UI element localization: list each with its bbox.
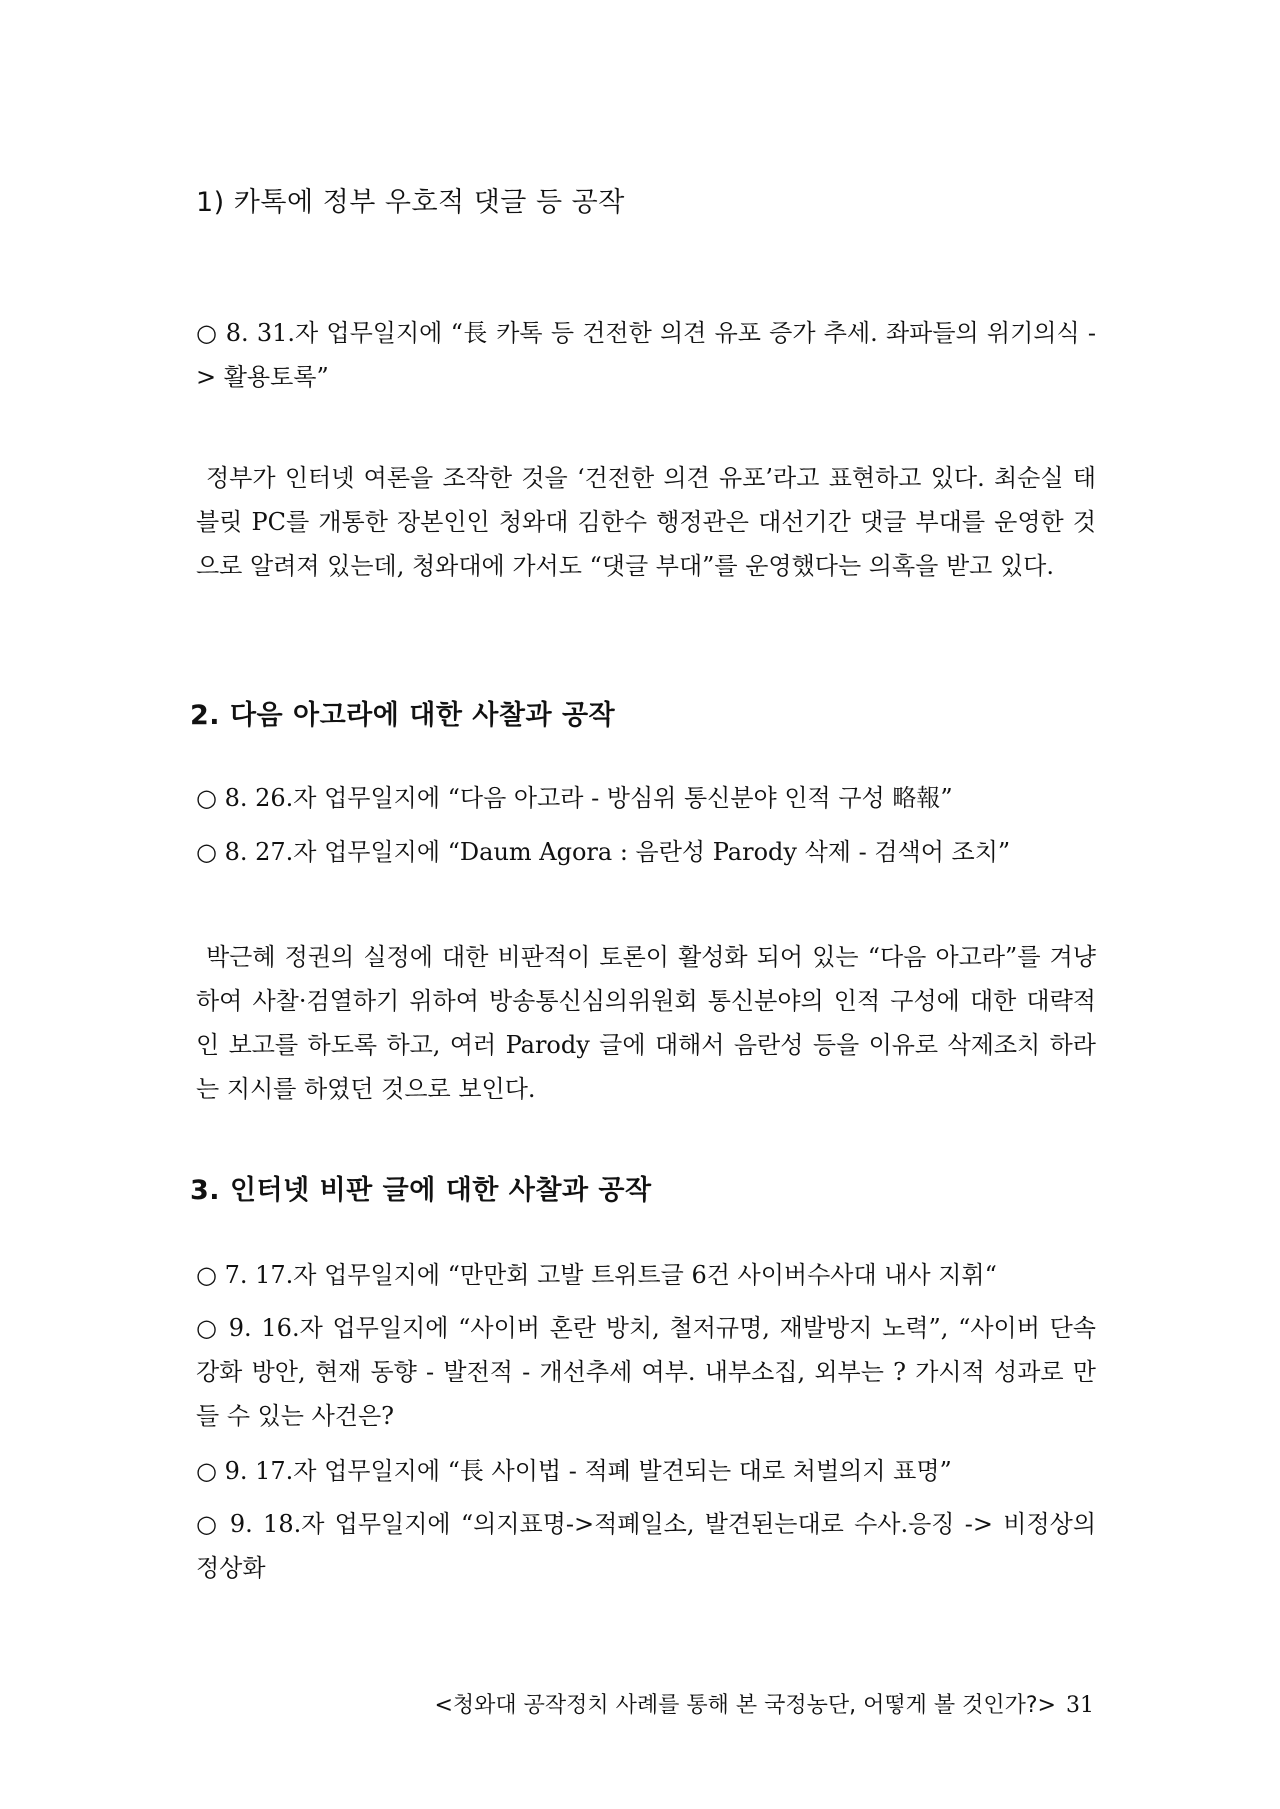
section2-quote-2: ○ 8. 27.자 업무일지에 “Daum Agora : 음란성 Parody 삭제 - 검색어 조치” [196,838,1011,866]
section3-heading: 3. 인터넷 비판 글에 대한 사찰과 공작 [190,1175,652,1206]
section3-quote-1: ○ 7. 17.자 업무일지에 “만만회 고발 트위트글 6건 사이버수사대 내사 지휘“ [196,1261,997,1289]
footer-title: <청와대 공작정치 사례를 통해 본 국정농단, 어떻게 볼 것인가?> [434,1693,1056,1718]
section2-quote-1: ○ 8. 26.자 업무일지에 “다음 아고라 - 방심위 통신분야 인적 구성 略報” [196,784,953,812]
page-number: 31 [1066,1693,1094,1718]
section2-body: 박근혜 정권의 실정에 대한 비판적이 토론이 활성화 되어 있는 “다음 아고라”를 겨냥하여 사찰·검열하기 위하여 방송통신심의위원회 통신분야의 인적 구성에 대한 대략적인 보고를 하도록 하고, 여러 Parody 글에 대해서 음란성 등을 이유로 삭제조치 하라는 지시를 하였던 것으로 보인다. [196,943,1096,1103]
section1-quote: ○ 8. 31.자 업무일지에 “長 카톡 등 건전한 의견 유포 증가 추세. 좌파들의 위기의식 -> 활용토록” [196,319,1096,391]
section1-body: 정부가 인터넷 여론을 조작한 것을 ‘건전한 의견 유포’라고 표현하고 있다. 최순실 태블릿 PC를 개통한 장본인인 청와대 김한수 행정관은 대선기간 댓글 부대를 운영한 것으로 알려져 있는데, 청와대에 가서도 “댓글 부대”를 운영했다는 의혹을 받고 있다. [196,464,1096,580]
section3-quote-4: ○ 9. 18.자 업무일지에 “의지표명->적폐일소, 발견된는대로 수사.응징 -> 비정상의 정상화 [196,1510,1096,1582]
section3-quote-2: ○ 9. 16.자 업무일지에 “사이버 혼란 방치, 철저규명, 재발방지 노력”, “사이버 단속 강화 방안, 현재 동향 - 발전적 - 개선추세 여부. 내부소집, 외부는 ? 가시적 성과로 만들 수 있는 사건은? [196,1314,1096,1430]
page-footer [434,1688,1094,1719]
section2-heading: 2. 다음 아고라에 대한 사찰과 공작 [190,700,616,731]
section1-heading: 1) 카톡에 정부 우호적 댓글 등 공작 [196,187,625,218]
section3-quote-3: ○ 9. 17.자 업무일지에 “長 사이법 - 적폐 발견되는 대로 처벌의지 표명” [196,1457,952,1485]
